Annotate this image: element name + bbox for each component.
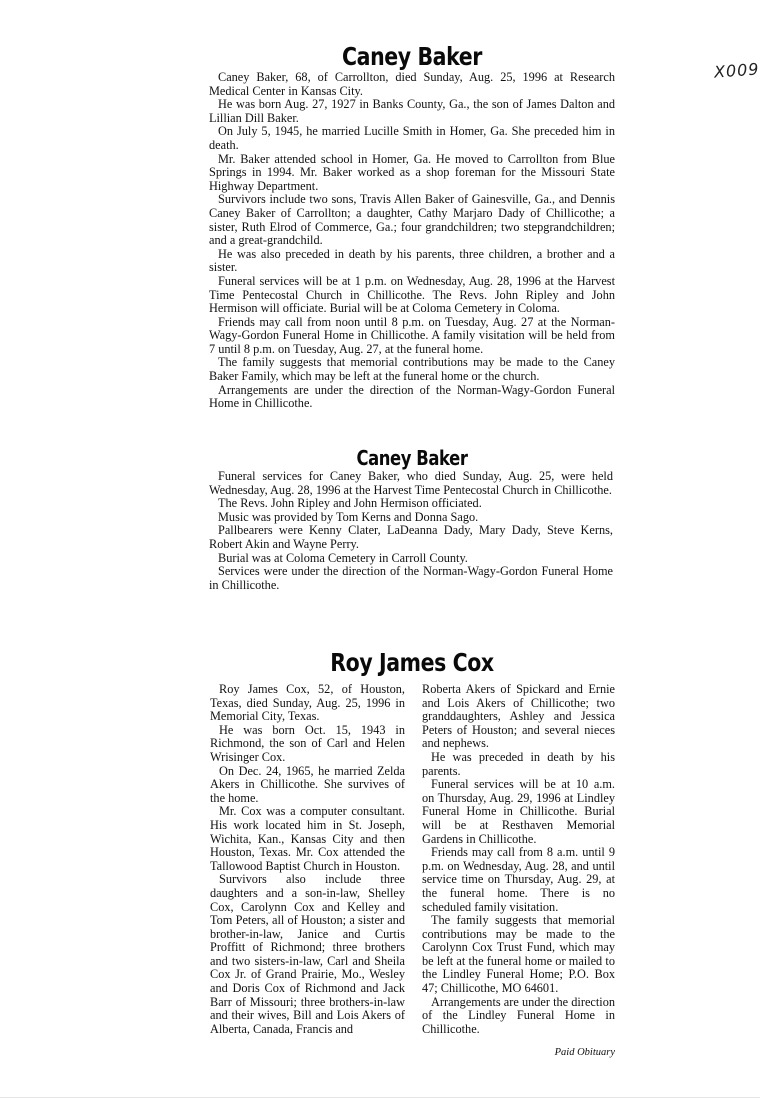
paragraph: Mr. Baker attended school in Homer, Ga. He moved to Carrollton from Blue Springs in 1994. Mr. Baker worked as a shop foreman for the Missouri State Highway Department. [209,151,615,193]
paragraph: Survivors include two sons, Travis Allen Baker of Gainesville, Ga., and Dennis Caney Baker of Carrollton; a daughter, Cathy Marjaro Dady of Chillicothe; a sister, Ruth Elrod of Commerce, Ga.; four grandchildren; two stepgrandchildren; and a great-grandchild. [209,192,615,248]
paragraph: Funeral services will be at 1 p.m. on Wednesday, Aug. 28, 1996 at the Harvest Time Pentecostal Church in Chillicothe. The Revs. John Ripley and John Hermison will officiate. Burial will be at Coloma Cemetery in Coloma. [209,273,615,316]
paid-obituary-note: Paid Obituary [554,1047,615,1058]
obituary-heading-roy-james-cox: Roy James Cox [330,648,494,677]
paragraph: Friends may call from 8 a.m. until 9 p.m. on Wednesday, Aug. 28, and until service time on Thursday, Aug. 29, at the funeral home. There is no scheduled family visitation. [422,845,615,914]
paragraph: Roy James Cox, 52, of Houston, Texas, died Sunday, Aug. 25, 1996 in Memorial City, Texas. [210,682,405,724]
paragraph: The family suggests that memorial contributions may be made to the Caney Baker Family, which may be left at the funeral home or the church. [209,355,615,384]
obituary-body-caney-baker-services [209,470,613,592]
page-bottom-edge [0,1097,760,1098]
paragraph: Burial was at Coloma Cemetery in Carroll County. [218,550,468,565]
paragraph-continuation: Roberta Akers of Spickard and Ernie and Lois Akers of Chillicothe; two granddaughters, Ashley and Jessica Peters of Houston; and several nieces and nephews. [422,682,615,751]
paragraph: Funeral services will be at 10 a.m. on Thursday, Aug. 29, 1996 at Lindley Funeral Home in Chillicothe. Burial will be at Resthaven Memorial Gardens in Chillicothe. [422,777,615,846]
handwritten-archive-mark: X009 [713,59,760,82]
paragraph: He was born Oct. 15, 1943 in Richmond, the son of Carl and Helen Wrisinger Cox. [210,722,405,764]
paragraph: Caney Baker, 68, of Carrollton, died Sunday, Aug. 25, 1996 at Research Medical Center in Kansas City. [209,70,615,98]
obituary-column-right [422,683,615,1036]
paragraph: Survivors also include three daughters and a son-in-law, Shelley Cox, Carolynn Cox and Kelley and Tom Peters, all of Houston; a sister and brother-in-law, Janice and Curtis Proffitt of Richmond; three brothers and two sisters-in-law, Carl and Sheila Cox Jr. of Grand Prairie, Mo., Wesley and Doris Cox of Richmond and Jack Barr of Missouri; three brothers-in-law and their wives, Bill and Lois Akers of Alberta, Canada, Francis and [210,872,405,1036]
paragraph: Arrangements are under the direction of the Lindley Funeral Home in Chillicothe. [422,994,615,1036]
paragraph: He was preceded in death by his parents. [422,749,615,778]
obituary-body-caney-baker [209,71,615,411]
paragraph: Services were under the direction of the Norman-Wagy-Gordon Funeral Home in Chillicothe. [209,564,613,592]
obituary-heading-caney-baker-services: Caney Baker [356,446,468,470]
paragraph: Arrangements are under the direction of the Norman-Wagy-Gordon Funeral Home in Chillicothe. [209,382,615,411]
paragraph: On Dec. 24, 1965, he married Zelda Akers in Chillicothe. She survives of the home. [210,763,405,805]
paragraph: Funeral services for Caney Baker, who died Sunday, Aug. 25, were held Wednesday, Aug. 28, 1996 at the Harvest Time Pentecostal Church in Chillicothe. [209,469,613,497]
paragraph: Mr. Cox was a computer consultant. His work located him in St. Joseph, Wichita, Kan., Kansas City and then Houston, Texas. Mr. Cox attended the Tallowood Baptist Church in Houston. [210,804,405,873]
obituary-heading-caney-baker: Caney Baker [342,42,482,71]
paragraph: He was born Aug. 27, 1927 in Banks County, Ga., the son of James Dalton and Lillian Dill Baker. [209,97,615,125]
obituary-column-left [210,683,405,1036]
paragraph: Friends may call from noon until 8 p.m. on Tuesday, Aug. 27 at the Norman-Wagy-Gordon Funeral Home in Chillicothe. A family visitation will be held from 7 until 8 p.m. on Tuesday, Aug. 27, at the funeral home. [209,314,615,356]
paragraph: Music was provided by Tom Kerns and Donna Sago. [218,509,479,524]
paragraph: Pallbearers were Kenny Clater, LaDeanna Dady, Mary Dady, Steve Kerns, Robert Akin and Wayne Perry. [209,523,613,551]
paragraph: The Revs. John Ripley and John Hermison officiated. [218,496,482,511]
paragraph: The family suggests that memorial contributions may be made to the Carolynn Cox Trust Fund, which may be left at the funeral home or mailed to the Lindley Funeral Home; P.O. Box 47; Chillicothe, MO 64601. [422,913,615,996]
paragraph: On July 5, 1945, he married Lucille Smith in Homer, Ga. She preceded him in death. [209,124,615,152]
paragraph: He was also preceded in death by his parents, three children, a brother and a sister. [209,246,615,275]
